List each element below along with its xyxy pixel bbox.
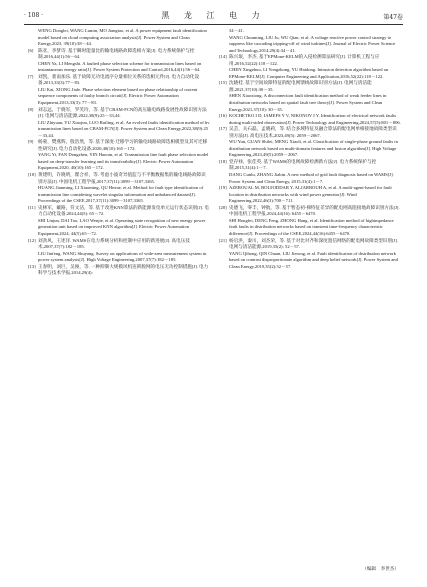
reference-body xyxy=(229,159,401,185)
reference-text-chinese: 王春明，刘巨，吴俊，等. 一种抑制大规模风机连锁脱网的电压无功控制措施[J]. 电力科学与技术学报,2014,29(4): xyxy=(38,263,209,276)
reference-text-chinese: 陈亚，李梦诗. 基于瞬时能量比的输电线路故障选相方案[J]. 电力系统保护与控制,2016,44(1):56－64. xyxy=(38,47,195,60)
reference-body xyxy=(229,80,401,113)
reference-entry xyxy=(219,113,401,126)
reference-text-english: AZEROUAL M, BOUJODDAR Y, ALJARBOUH A, et al. A multi-agent-based for fault location in distribution networks with wind power generator[J]. Wind Engineering,2022,46(3):700－711. xyxy=(229,185,392,204)
reference-text-english: KOCHETKO I D, IAMEFS Y V, NIKONOV I Y. Identification of electrical network faults during multi-sided observation[J]. Power Technology and Engineering,2024,57(5):801－806. xyxy=(229,113,401,125)
reference-text-chinese: 党存禄，张佳英. 基于WAMS的电网故障检测新方法[J]. 电力系统保护与控制,2015,31(4):1－7. xyxy=(229,158,377,171)
reference-text-english: SHEN Xiaoxiong. A disconnection fault identification method of weak feeder lines in distribution networks based on spatial fault tree theory[J]. Power System and Clean Energy,2021,37(10): 30－35. xyxy=(229,93,387,112)
reference-number: [9] xyxy=(28,139,34,145)
reference-text-chinese: 杨蒙，樊燕辉，殷浩然，等. 基于深度-迁移学习的输电线路故障选相模型及其可迁移性研究[J]. 电力自动化设备,2020,40(10):165－172. xyxy=(38,139,208,151)
reference-number: [18] xyxy=(219,158,227,164)
page-number: · 108 · xyxy=(24,12,44,19)
reference-text-chinese: 史德飞，零丰，钟航，等. 基于暂态初-梯特征差异的配电网高阻接地故障识别方法[J]. 中国电机工程学报,2024,44(16): 6455－6470. xyxy=(229,204,400,217)
reference-number: [7] xyxy=(28,73,34,79)
reference-entry xyxy=(28,264,210,277)
reference-entry xyxy=(219,185,401,205)
reference-entry xyxy=(28,28,210,48)
header-rule xyxy=(24,24,403,25)
reference-entry xyxy=(28,238,210,264)
reference-number: [21] xyxy=(219,237,227,243)
reference-entry xyxy=(28,205,210,238)
reference-body xyxy=(229,113,401,126)
reference-number: [15] xyxy=(219,80,227,86)
reference-number: [11] xyxy=(28,204,36,210)
reference-text-chinese: 刘志远，于晓军，罗芙玲，等. 基于CBAM-FCN的高压输电线路发展性故障识别方法[J]. 电网与清洁能源,2022,38(9):25－33,44. xyxy=(38,106,207,119)
reference-number: [10] xyxy=(28,172,36,178)
reference-body xyxy=(229,185,401,205)
reference-number xyxy=(219,35,229,55)
reference-body xyxy=(229,238,401,271)
reference-body xyxy=(38,74,210,107)
editor-note: （编辑 李世杰） xyxy=(362,567,399,572)
reference-text-english: LIU Kai, XIONG Jiale. Phase selection element based on phase relationship of current sequence components of faulty branch circuit[J]. Electric Power Automation Equipment,2013,33(3): 77－83. xyxy=(38,86,198,106)
reference-text-english: LIU Zhiyuan, YU Xiaojun, LUO Ruiling, et al. An evolved faults identification method of hv transmission lines based on CBAM-FCN[J]. Power System and Clean Energy,2022,38(9):25－33,44. xyxy=(38,119,210,138)
reference-text-chinese: 杨启洪，秦川，刘杰荣，等. 基于对比对齐和深度置信网络的配电网故障类型识别[J]. 电网与清洁能源,2019,35(2): 52－57. xyxy=(229,237,399,250)
reference-text-chinese: 沈晓桂. 基于空间故障特征的配电网馈线故障识别方法[J]. 电网与清洁能源,2021,37(10):30－35. xyxy=(229,80,372,92)
reference-entry xyxy=(28,74,210,107)
reference-text-chinese: 吴芸，关石磊，孟晓莉，等. 结合多域特征及融合算法的配电网单相接地故障类型识别方法[J]. 高电压技术,2023,49(5): 2059－2067. xyxy=(229,126,397,138)
reference-text-english: WANG Chunming, LIU Ju, WU Qian, et al. A voltage reactive power control strategy to suppress like cascading tripping-off of wind turbines[J]. Journal of Electric Power Science and Technology,2014,29(4):34－41. xyxy=(229,34,396,53)
reference-body xyxy=(229,54,401,80)
reference-number: [13] xyxy=(28,263,36,269)
reference-entry xyxy=(219,54,401,80)
reference-text-english: CHEN Xingzhuo, LI Yongzhong, YU Haidong. Intrusion detection algorithm based on EPMone-KELM[J]. Computer Engineering and Application,2016,52(22):118－122. xyxy=(229,67,389,79)
reference-text-english: LIU Jinfeng, WANG Shuyang. Survey on applications of wide-area measurement system in power system analysis[J]. High Voltage Engineering,2007,37(7):182－185. xyxy=(38,250,207,263)
reference-number: [12] xyxy=(28,237,36,243)
reference-body xyxy=(38,172,210,205)
reference-entry xyxy=(219,126,401,159)
reference-text-english: CHEN Ya, LI Mengshi. A faulted phase selection scheme for transmission lines based on instantaneous energy ratio[J]. Power System Protection and Control,2016,44(1):56－64. xyxy=(38,60,202,73)
reference-body xyxy=(229,126,401,159)
reference-entry xyxy=(28,139,210,172)
reference-text-english: 34－41. xyxy=(229,28,244,33)
reference-entry xyxy=(219,159,401,185)
reference-body xyxy=(38,48,210,74)
journal-title: 黑 龙 江 电 力 xyxy=(161,11,266,20)
left-reference-column xyxy=(28,28,210,277)
reference-body xyxy=(38,28,210,48)
reference-text-english: SHI Linjun, DAI Tao, LAO Wenjie, et al. Operating state recognition of new energy power generation unit based on improved KNN algorithm[J]. Electric Power Automation Equipment,2024, 44(5):65－72. xyxy=(38,217,206,236)
reference-number: [20] xyxy=(219,204,227,210)
right-reference-column xyxy=(219,28,401,270)
reference-text-english: DANG Cunlu, ZHANG Jiabin. A new method of grid fault diagnosis based on WAMS[J]. Power System and Clean Energy, 2015,31(4):1－7. xyxy=(229,172,394,184)
reference-text-english: SHI Hongfei, DENG Feng, ZHONG Hang, et al. Identification method of highimpedance fault faults in distribution networks based on transient time-frequency characteristic difference[J]. Proceedings of the CSEE,2024,44(16):6455－6470. xyxy=(229,217,394,236)
reference-number: [17] xyxy=(219,126,227,132)
reference-text-chinese: 陈兴珉，李杰. 基于EPMone-KELM的入侵检测算法研究[J]. 计算机工程与应用,2016,52(22):118－122. xyxy=(229,54,380,66)
reference-entry xyxy=(219,80,401,113)
reference-text-english: YANG Yi, FAN Dongzhen, YIN Haoran, et al. Transmission line fault phase selection model based on deep-transfer learning and its transferability[J]. Electric Power Automation Equipment,2020, 40(10):165－172. xyxy=(38,152,209,171)
reference-text-chinese: 史林军，戴路，符文洁，等. 基于改进KNN算法的新能源发电单元运行状态识别[J]. 电力自动化设备,2024,44(5): 65－72. xyxy=(38,204,209,217)
page-header xyxy=(24,8,403,24)
reference-text-chinese: 刘劲风，王述洋. WAMS在电力系统分析和控制中应用的新进展[J]. 高电压技术,2007,37(7):182－185. xyxy=(38,237,190,250)
reference-entry xyxy=(219,238,401,271)
reference-text-english: YANG Qihong, QIN Chuan, LIU Jierong, et al. Fault identification of distribution network based on contrast disproportionate algorithm and deep belief network[J]. Power System and Clean Energy,2019,35(2):52－57. xyxy=(229,250,398,269)
reference-number xyxy=(28,28,38,48)
reference-body xyxy=(229,205,401,238)
reference-body xyxy=(38,205,210,238)
reference-body xyxy=(229,35,401,55)
reference-body xyxy=(38,107,210,140)
reference-text-english: HUANG Jianming, LI Xiaoming, QU Hexue, et al. Method for fault type identification of transmission line considering wavelet singular information and unbalanced dataset[J]. Proceedings of the CSEE,2017,37(11):3099－3107,3365. xyxy=(38,185,204,204)
reference-body xyxy=(38,139,210,172)
volume-label: 第47卷 xyxy=(383,14,403,21)
reference-text-english: WU Yun, GUAN Shilei, MENG Xiaoli, et al. Classification of single-phase ground faults in distribution network based on multi-domain features and fusion algorithm[J]. High Voltage Engineering,2023,49(5):2059－2067. xyxy=(229,139,398,158)
reference-number: [14] xyxy=(219,54,227,60)
reference-text-chinese: 黄建明，许晓明，瞿合祥，等. 考虑小波奇异值监与不平衡数据集的输电线路故障识别方法[J]. 中国电机工程学报,2017,37(11):3099－3107,3365. xyxy=(38,172,206,184)
reference-text-chinese: 刘凯，裴南加乐. 基于故障无功电流序分量相位关系的选相元件[J]. 电力自动化设备,2013,33(3):77－83. xyxy=(38,73,200,86)
reference-body xyxy=(38,238,210,264)
reference-text-english: WENG Donglei, WANG Lumin, MO Jiangtao, et al. A power equipment fault identification model based on cloud computing association analysis[J]. Power System and Clean Energy,2023, 39(10):38－44. xyxy=(38,28,207,47)
reference-number: [16] xyxy=(219,113,227,119)
reference-entry xyxy=(28,172,210,205)
reference-number: [8] xyxy=(28,106,34,112)
reference-entry xyxy=(28,48,210,74)
reference-number: [6] xyxy=(28,47,34,53)
reference-body xyxy=(38,264,210,277)
reference-entry xyxy=(28,107,210,140)
reference-entry xyxy=(219,35,401,55)
reference-entry xyxy=(219,205,401,238)
reference-number: [19] xyxy=(219,185,227,191)
